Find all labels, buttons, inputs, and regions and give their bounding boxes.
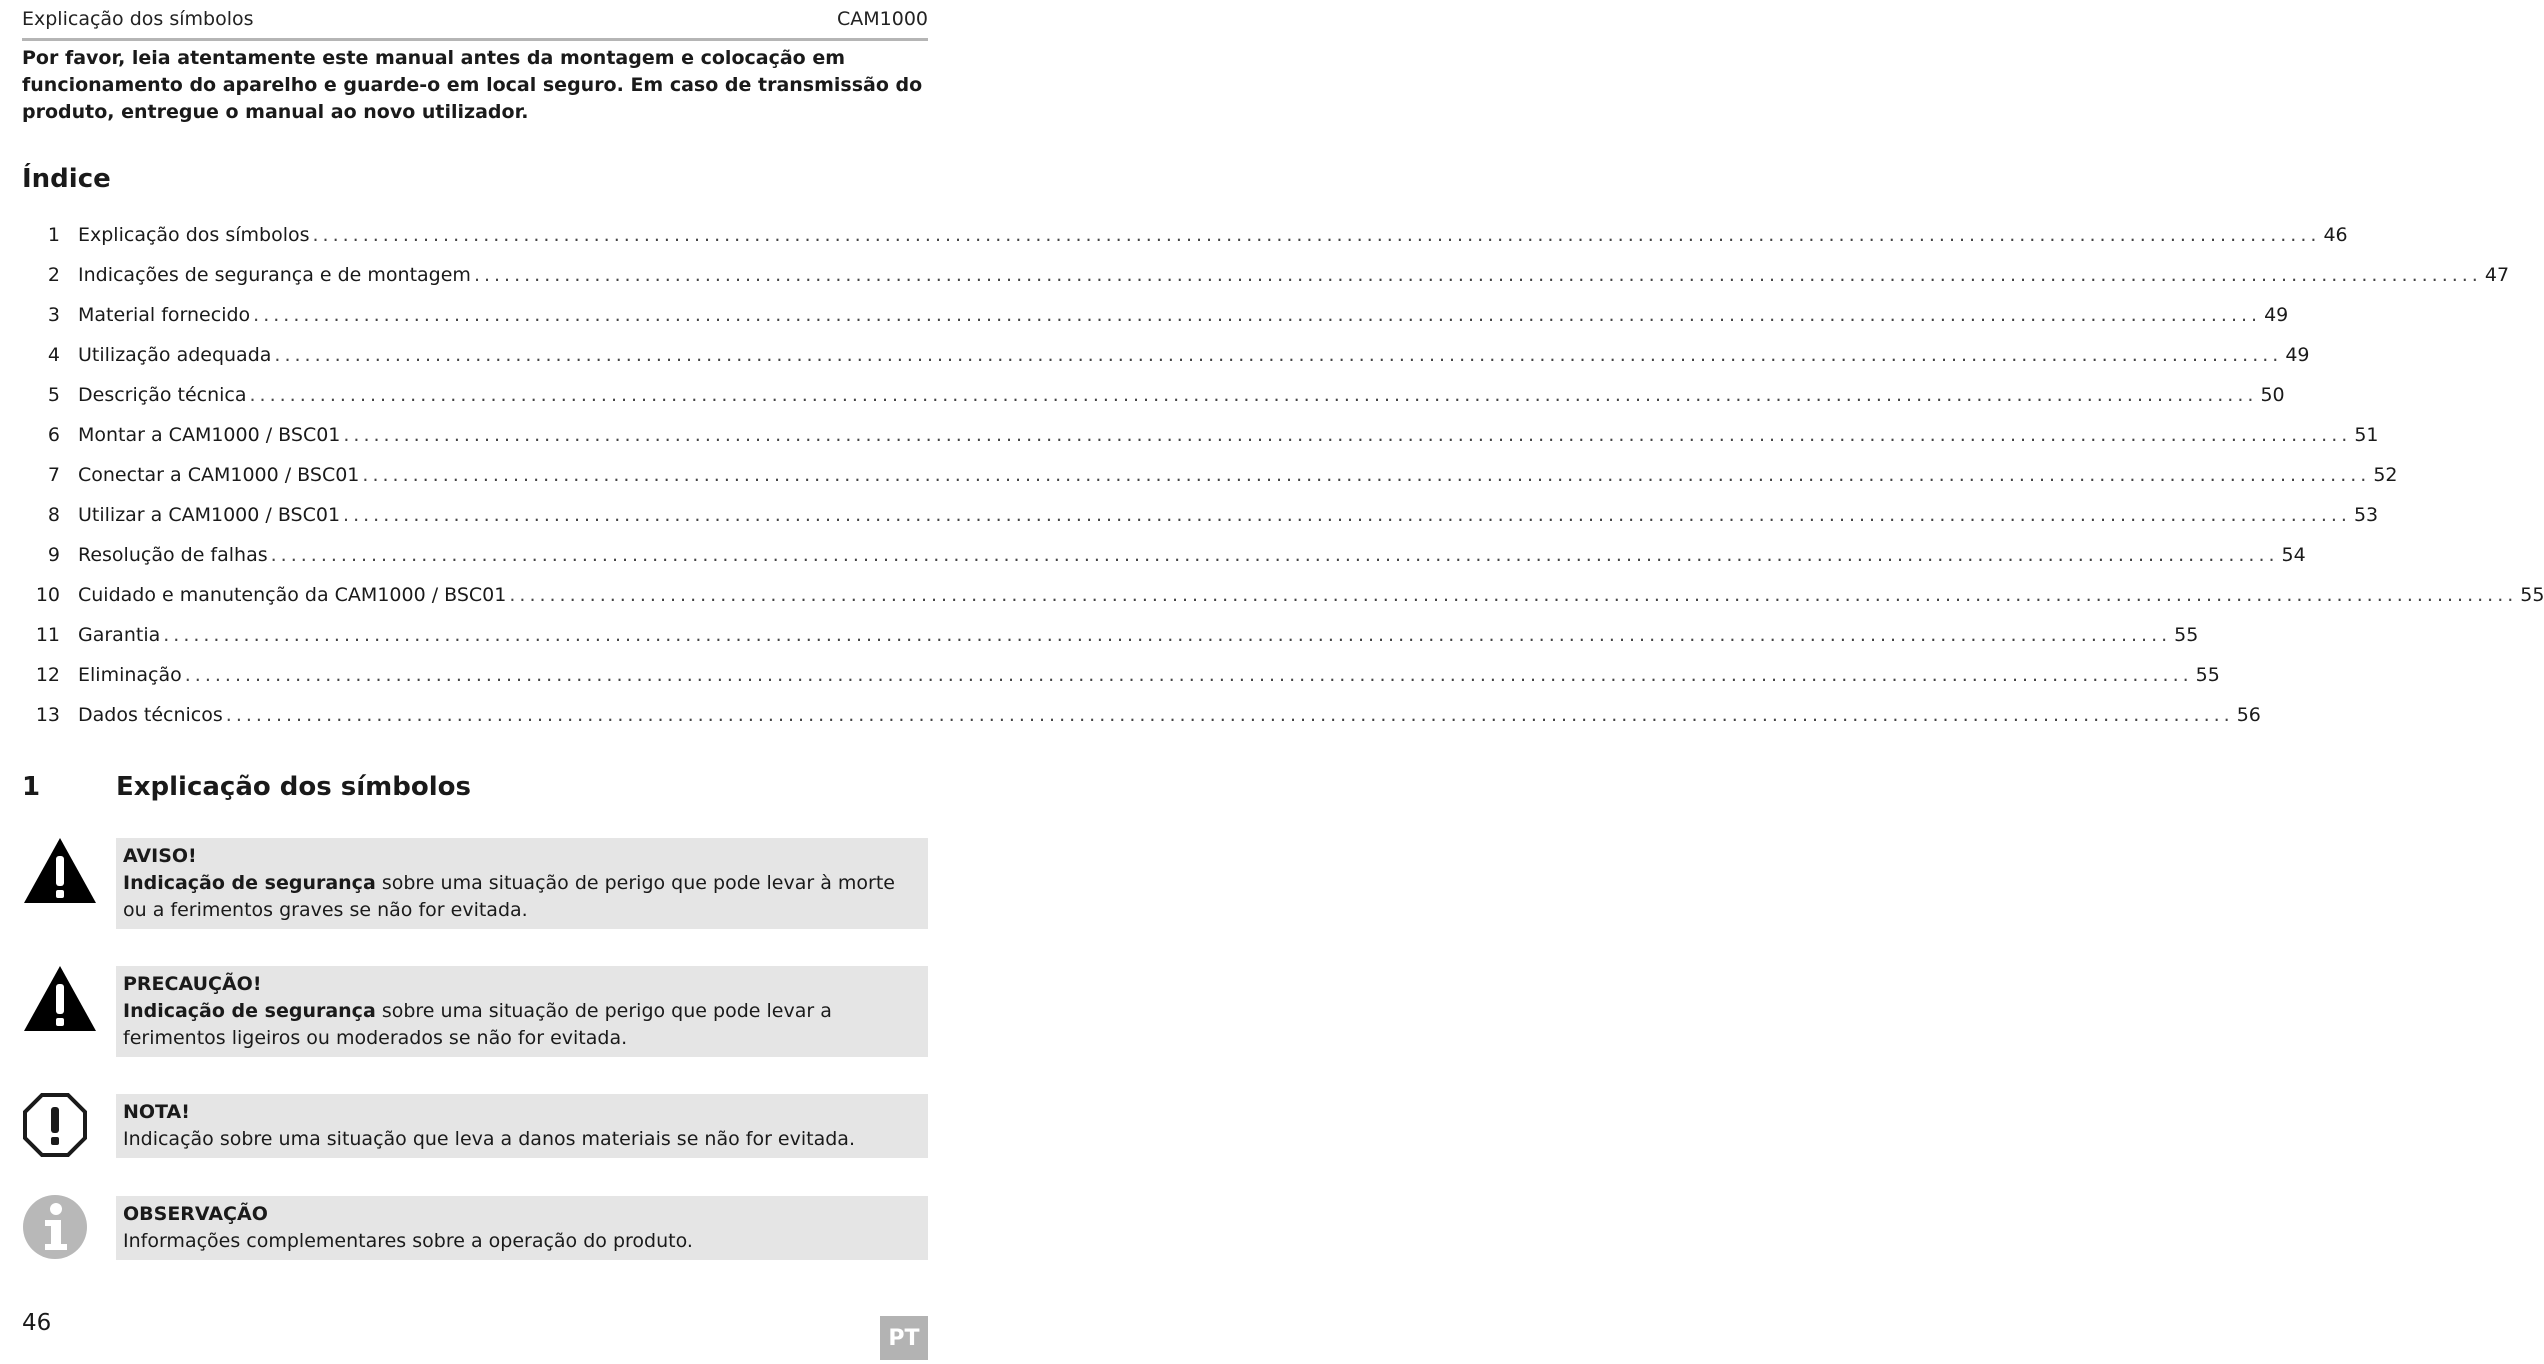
info-icon: [22, 1194, 88, 1260]
toc-number: 12: [35, 664, 60, 686]
table-of-contents: [22, 215, 2544, 735]
toc-page: 56: [2236, 704, 2261, 726]
toc-leader-dots: ........................................................................................................................................................................................................: [274, 344, 2283, 366]
toc-row[interactable]: [22, 375, 2285, 415]
warning-text: sobre uma situação de perigo que pode levar à morte ou a ferimentos graves se não for evitada.: [123, 872, 895, 921]
header-rule: [22, 38, 928, 41]
toc-number: 11: [35, 624, 60, 646]
toc-page: 47: [2484, 264, 2510, 286]
toc-heading: Índice: [22, 164, 111, 194]
toc-row[interactable]: [22, 495, 2379, 535]
toc-number: 5: [47, 384, 60, 406]
toc-title: Explicação dos símbolos: [78, 224, 310, 246]
toc-title: Cuidado e manutenção da CAM1000 / BSC01: [78, 584, 507, 606]
toc-title: Garantia: [78, 624, 161, 646]
toc-leader-dots: ........................................................................................................................................................................................................: [163, 624, 2172, 646]
toc-leader-dots: ........................................................................................................................................................................................................: [509, 584, 2518, 606]
toc-number: 6: [47, 424, 60, 446]
toc-number: 9: [47, 544, 60, 566]
remark-title: OBSERVAÇÃO: [123, 1203, 268, 1225]
toc-page: 52: [2373, 464, 2398, 486]
toc-row[interactable]: [22, 655, 2220, 695]
toc-title: Utilizar a CAM1000 / BSC01: [78, 504, 341, 526]
note-title: NOTA!: [123, 1101, 190, 1123]
caution-box: [116, 966, 928, 1057]
toc-leader-dots: ........................................................................................................................................................................................................: [343, 424, 2352, 446]
toc-leader-dots: ........................................................................................................................................................................................................: [225, 704, 2234, 726]
toc-row[interactable]: [22, 255, 2510, 295]
language-badge: PT: [880, 1316, 928, 1360]
toc-title: Conectar a CAM1000 / BSC01: [78, 464, 360, 486]
toc-title: Utilização adequada: [78, 344, 272, 366]
toc-page: 51: [2354, 424, 2379, 446]
toc-row[interactable]: [22, 215, 2348, 255]
octagon-exclamation-icon: [22, 1092, 88, 1158]
warning-triangle-icon: [22, 836, 98, 906]
section-title: Explicação dos símbolos: [116, 772, 471, 802]
page-header-right: CAM1000: [836, 8, 928, 30]
toc-number: 2: [47, 264, 60, 286]
toc-leader-dots: ........................................................................................................................................................................................................: [312, 224, 2321, 246]
toc-title: Montar a CAM1000 / BSC01: [78, 424, 341, 446]
note-text: Indicação sobre uma situação que leva a danos materiais se não for evitada.: [123, 1128, 855, 1150]
page-header-left: Explicação dos símbolos: [22, 8, 254, 30]
remark-box: [116, 1196, 928, 1260]
toc-page: 50: [2260, 384, 2285, 406]
toc-row[interactable]: [22, 615, 2199, 655]
warning-box: [116, 838, 928, 929]
toc-leader-dots: ........................................................................................................................................................................................................: [253, 304, 2262, 326]
section-number: 1: [22, 772, 41, 802]
toc-page: 53: [2353, 504, 2379, 526]
toc-row[interactable]: [22, 535, 2306, 575]
toc-leader-dots: ........................................................................................................................................................................................................: [343, 504, 2351, 526]
toc-row[interactable]: [22, 295, 2289, 335]
caution-title: PRECAUÇÃO!: [123, 973, 262, 995]
toc-title: Dados técnicos: [78, 704, 223, 726]
warning-lead: Indicação de segurança: [123, 872, 376, 894]
toc-number: 7: [47, 464, 60, 486]
toc-number: 4: [47, 344, 60, 366]
toc-number: 8: [47, 504, 60, 526]
toc-title: Resolução de falhas: [78, 544, 268, 566]
toc-row[interactable]: [22, 575, 2544, 615]
toc-page: 55: [2195, 664, 2220, 686]
toc-leader-dots: ........................................................................................................................................................................................................: [249, 384, 2258, 406]
toc-number: 3: [47, 304, 60, 326]
note-box: [116, 1094, 928, 1158]
toc-leader-dots: ........................................................................................................................................................................................................: [362, 464, 2371, 486]
toc-number: 10: [35, 584, 60, 606]
toc-page: 55: [2520, 584, 2544, 606]
toc-number: 13: [35, 704, 60, 726]
toc-number: 1: [47, 224, 60, 246]
caution-lead: Indicação de segurança: [123, 1000, 376, 1022]
toc-leader-dots: ........................................................................................................................................................................................................: [184, 664, 2193, 686]
toc-page: 49: [2264, 304, 2289, 326]
toc-row[interactable]: [22, 415, 2379, 455]
toc-leader-dots: ........................................................................................................................................................................................................: [473, 264, 2482, 286]
toc-title: Descrição técnica: [78, 384, 247, 406]
toc-page: 55: [2174, 624, 2199, 646]
caution-triangle-icon: [22, 964, 98, 1034]
intro-text: Por favor, leia atentamente este manual antes da montagem e colocação em funcionamento do aparelho e guarde-o em local seguro. Em caso de transmissão do produto, entregue o manual ao novo utilizador.: [22, 47, 923, 123]
toc-page: 54: [2281, 544, 2306, 566]
toc-page: 49: [2285, 344, 2310, 366]
remark-text: Informações complementares sobre a operação do produto.: [123, 1230, 693, 1252]
warning-title: AVISO!: [123, 845, 197, 867]
toc-title: Eliminação: [78, 664, 182, 686]
toc-row[interactable]: [22, 335, 2310, 375]
page-number: 46: [22, 1310, 52, 1336]
caution-text: sobre uma situação de perigo que pode levar a ferimentos ligeiros ou moderados se não for evitada.: [123, 1000, 832, 1049]
toc-title: Material fornecido: [78, 304, 251, 326]
toc-row[interactable]: [22, 695, 2261, 735]
toc-leader-dots: ........................................................................................................................................................................................................: [270, 544, 2279, 566]
toc-title: Indicações de segurança e de montagem: [78, 264, 471, 286]
toc-row[interactable]: [22, 455, 2398, 495]
toc-page: 46: [2323, 224, 2348, 246]
